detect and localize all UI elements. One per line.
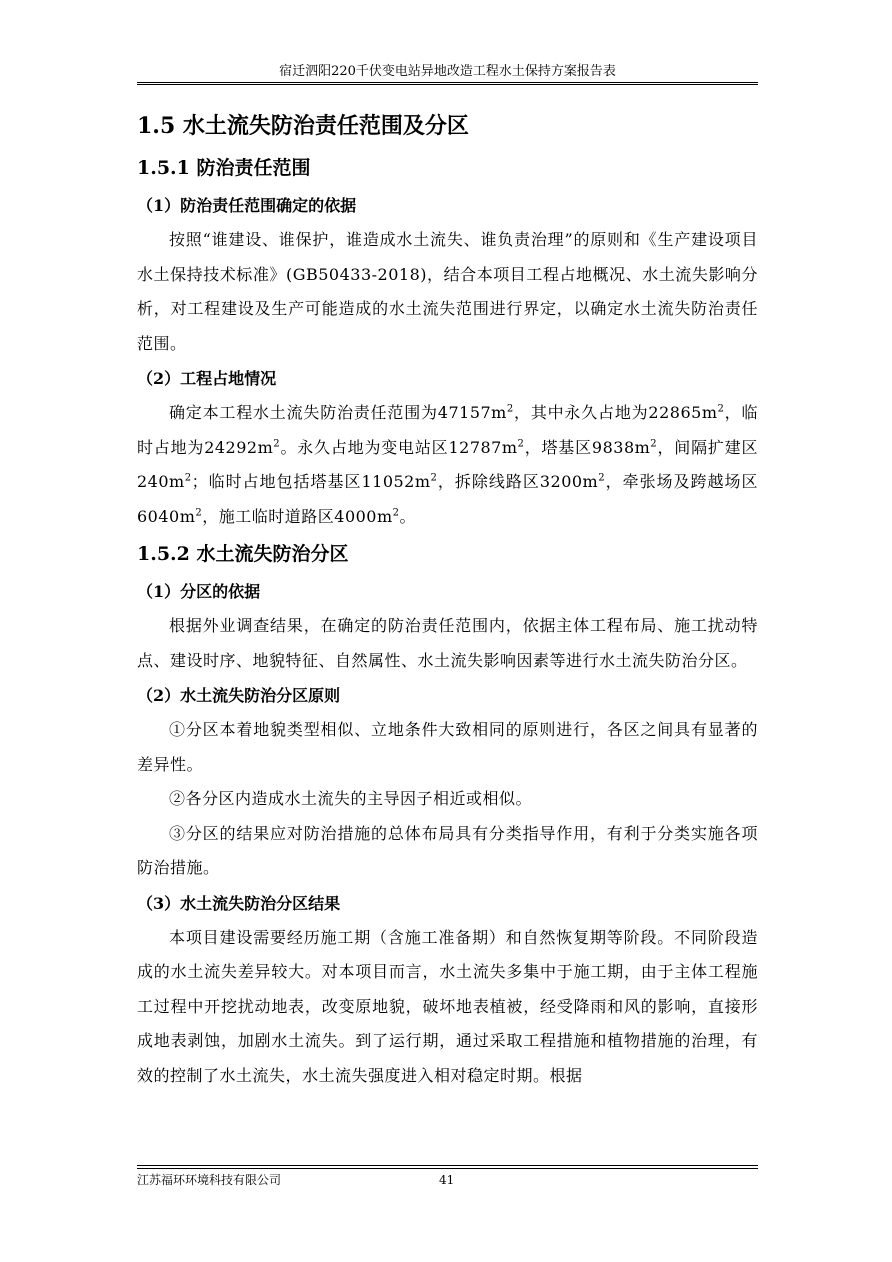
- item-heading-basis: （1）防治责任范围确定的依据: [137, 196, 357, 215]
- paragraph-zoning-results: 本项目建设需要经历施工期（含施工准备期）和自然恢复期等阶段。不同阶段造成的水土流失差异较大。对本项目而言，水土流失多集中于施工期，由于主体工程施工过程中开挖扰动地表，改变原地貌，破坏地表植被，经受降雨和风的影响，直接形成地表剥蚀，加剧水土流失。到了运行期，通过采取工程措施和植物措施的治理，有效的控制了水土流失，水土流失强度进入相对稳定时期。根据: [137, 927, 758, 1085]
- item-heading-zoning-results: （3）水土流失防治分区结果: [137, 893, 341, 913]
- paragraph-land-use: 确定本工程水土流失防治责任范围为$47157m^2$，其中永久占地为$22865m^2$，临时占地为$24292m^2$。永久占地为变电站区$12787m^2$，塔基区$9838m^2$，间隔扩建区$240m^2$；临时占地包括塔基区$11052m^2$，拆除线路区$3200m^2$，牵张场及跨越场区$6040m^2$，施工临时道路区$4000m^2$。: [137, 403, 758, 526]
- paragraph-principle-2: ②各分区内造成水土流失的主导因子相近或相似。: [169, 789, 533, 808]
- footer-rule-thin: [137, 1168, 758, 1169]
- subsection-heading-zoning: 1.5.2 水土流失防治分区: [137, 543, 349, 565]
- header-rule-thin: [137, 84, 758, 85]
- paragraph-basis: 按照“谁建设、谁保护，谁造成水土流失、谁负责治理”的原则和《生产建设项目水土保持技术标准》(GB50433-2018)，结合本项目工程占地概况、水土流失影响分析，对工程建设及生产可能造成的水土流失范围进行界定，以确定水土流失防治责任范围。: [137, 230, 758, 353]
- section-heading: 1.5 水土流失防治责任范围及分区: [137, 113, 469, 139]
- paragraph-zoning-basis: 根据外业调查结果，在确定的防治责任范围内，依据主体工程布局、施工扰动特点、建设时序、地貌特征、自然属性、水土流失影响因素等进行水土流失防治分区。: [137, 616, 758, 670]
- document-page: [137, 0, 758, 1262]
- item-heading-zoning-basis: （1）分区的依据: [137, 582, 261, 601]
- header-rule: [137, 82, 758, 83]
- item-heading-zoning-principles: （2）水土流失防治分区原则: [137, 686, 341, 705]
- page-number: 41: [439, 1173, 455, 1187]
- subsection-heading-responsibility: 1.5.1 防治责任范围: [137, 157, 311, 179]
- page-content: [137, 104, 758, 1093]
- paragraph-principle-1: ①分区本着地貌类型相似、立地条件大致相同的原则进行，各区之间具有显著的差异性。: [137, 720, 758, 774]
- paragraph-principle-3: ③分区的结果应对防治措施的总体布局具有分类指导作用，有利于分类实施各项防治措施。: [137, 823, 758, 877]
- footer-rule: [137, 1165, 758, 1166]
- footer-company: 江苏福环环境科技有限公司: [137, 1173, 282, 1187]
- item-heading-land-use: （2）工程占地情况: [137, 369, 277, 388]
- running-header: 宿迁泗阳220千伏变电站异地改造工程水土保持方案报告表: [279, 64, 616, 79]
